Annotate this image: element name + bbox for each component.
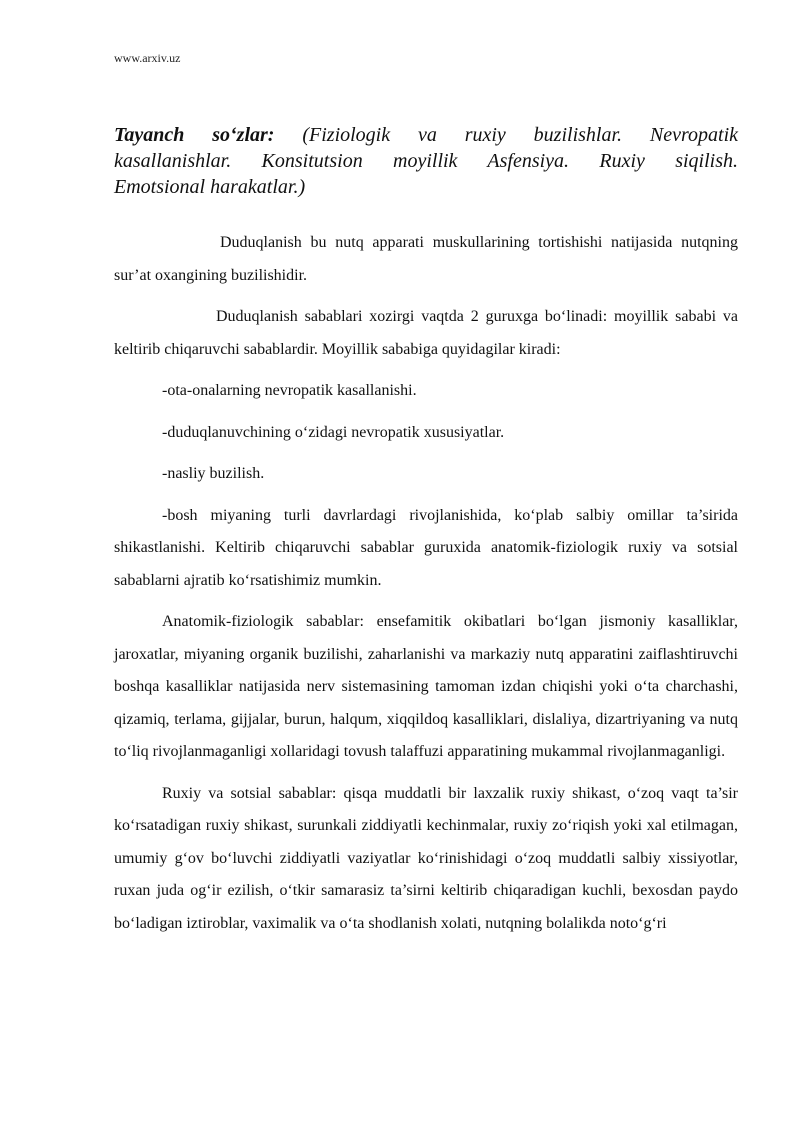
list-item: -bosh miyaning turli davrlardagi rivojlanishida, ko‘plab salbiy omillar ta’sirida shikastlanishi. Keltirib chiqaruvchi sabablar guruxida anatomik-fiziologik ruxiy va sotsial sabablarni ajratib ko‘rsatishimiz mumkin.	[114, 506, 738, 589]
header-url: www.arxiv.uz	[114, 51, 181, 65]
keywords-line-1	[114, 122, 738, 148]
list-item: -nasliy buzilish.	[162, 465, 265, 482]
keywords-line-3: Emotsional harakatlar.)	[114, 176, 306, 198]
keywords-label: Tayanch so‘zlar:	[114, 124, 275, 146]
paragraph: Ruxiy va sotsial sabablar: qisqa muddatli bir laxzalik ruxiy shikast, o‘zoq vaqt ta’sir ko‘rsatadigan ruxiy shikast, surunkali ziddiyatli kechinmalar, ruxiy zo‘riqish yoki xal etilmagan, umumiy g‘ov bo‘luvchi ziddiyatli vaziyatlar ko‘rinishidagi o‘zoq muddatli salbiy xissiyotlar, ruxan juda og‘ir ezilish, o‘tkir samarasiz ta’sirni keltirib chiqaradigan kuchli, bexosdan paydo bo‘ladigan iztiroblar, vaximalik va o‘ta shodlanish xolati, nutqning bolalikda noto‘g‘ri	[114, 784, 738, 932]
keywords-line-2: kasallanishlar. Konsitutsion moyillik Asfensiya. Ruxiy siqilish.	[114, 150, 738, 172]
keywords-block	[114, 122, 738, 200]
body-text	[114, 227, 738, 949]
paragraph: Anatomik-fiziologik sabablar: ensefamitik okibatlari bo‘lgan jismoniy kasalliklar, jaroxatlar, miyaning organik buzilishi, zaharlanishi va markaziy nutq apparatini zaiflashtiruvchi boshqa kasalliklar natijasida nerv sistemasining tamoman izdan chiqishi yoki o‘ta charchashi, qizamiq, terlama, gijjalar, burun, halqum, xiqqildoq kasalliklari, dislaliya, dizartriyaning va nutq to‘liq rivojlanmaganligi xollaridagi tovush talaffuzi apparatining mukammal rivojlanmaganligi.	[114, 613, 738, 760]
list-item: -duduqlanuvchining o‘zidagi nevropatik xususiyatlar.	[162, 423, 505, 441]
paragraph: Duduqlanish bu nutq apparati muskullarining tortishishi natijasida nutqning sur’at oxangining buzilishidir.	[114, 234, 738, 284]
list-item: -ota-onalarning nevropatik kasallanishi.	[162, 382, 417, 399]
paragraph: Duduqlanish sabablari xozirgi vaqtda 2 guruxga bo‘linadi: moyillik sababi va keltirib chiqaruvchi sabablardir. Moyillik sababiga quyidagilar kiradi:	[114, 308, 738, 358]
keywords-line-1-text: (Fiziologik va ruxiy buzilishlar. Nevropatik	[274, 124, 739, 146]
